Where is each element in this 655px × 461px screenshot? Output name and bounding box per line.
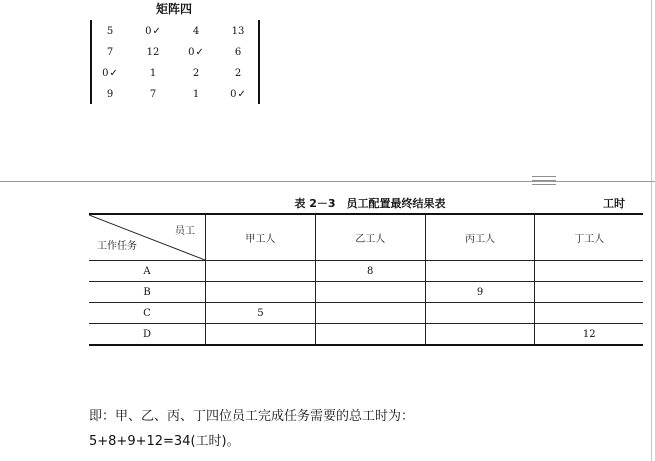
- table-row: [89, 303, 643, 324]
- matrix-cell: [90, 22, 130, 42]
- matrix-value: 0: [145, 26, 152, 37]
- table-unit: 工时: [603, 197, 625, 210]
- table-cell: [425, 303, 535, 324]
- table-row: [89, 261, 643, 282]
- page-break-handle-icon[interactable]: [532, 176, 556, 187]
- table-cell: [206, 261, 316, 282]
- matrix-cell: [176, 85, 216, 105]
- matrix-value: 0: [102, 68, 109, 79]
- matrix-cell: [90, 64, 130, 84]
- matrix-value: 13: [231, 26, 245, 37]
- matrix: [90, 20, 260, 104]
- matrix-value: 4: [192, 26, 200, 37]
- matrix-value: 0: [188, 47, 195, 58]
- matrix-cell: [218, 43, 258, 63]
- matrix-cell: [133, 22, 173, 42]
- task-label: C: [89, 303, 206, 324]
- matrix-cell: [176, 64, 216, 84]
- page-divider: [0, 181, 655, 182]
- column-header: 乙工人: [315, 214, 425, 261]
- matrix-cell: [90, 43, 130, 63]
- table-header-row: [89, 214, 643, 261]
- table-cell: [315, 282, 425, 303]
- matrix-value: 9: [106, 89, 114, 100]
- matrix-value: 5: [106, 26, 114, 37]
- matrix-value: 6: [234, 47, 242, 58]
- checkmark-icon: ✓: [152, 26, 161, 37]
- table-caption: 表 2－3 员工配置最终结果表: [294, 197, 446, 210]
- task-label: A: [89, 261, 206, 282]
- table-cell: [535, 282, 643, 303]
- matrix-cell: [133, 85, 173, 105]
- matrix-row: [90, 43, 260, 63]
- column-header: 甲工人: [206, 214, 316, 261]
- header-employee-label: 员工: [175, 226, 195, 237]
- matrix-row: [90, 85, 260, 105]
- matrix-title: 矩阵四: [155, 2, 192, 16]
- table-cell: 12: [535, 324, 643, 346]
- matrix-cell: [133, 64, 173, 84]
- table-row: [89, 282, 643, 303]
- table-cell: [206, 324, 316, 346]
- matrix-value: 1: [192, 89, 200, 100]
- matrix-value: 2: [234, 68, 242, 79]
- table-cell: [425, 324, 535, 346]
- task-label: D: [89, 324, 206, 346]
- checkmark-icon: ✓: [109, 68, 118, 79]
- table-cell: [535, 261, 643, 282]
- diagonal-header-cell: [89, 214, 206, 261]
- matrix-cell: [133, 43, 173, 63]
- table-cell: [315, 303, 425, 324]
- checkmark-icon: ✓: [195, 47, 204, 58]
- summary-text: 即：甲、乙、丙、丁四位员工完成任务需要的总工时为：: [89, 409, 415, 424]
- matrix-cell: [218, 64, 258, 84]
- matrix-value: 2: [192, 68, 200, 79]
- task-label: B: [89, 282, 206, 303]
- matrix-cell: [176, 43, 216, 63]
- page-edge-line: [651, 0, 652, 461]
- table-cell: 5: [206, 303, 316, 324]
- matrix-value: 0: [230, 89, 237, 100]
- column-header: 丁工人: [535, 214, 643, 261]
- staff-allocation-table: [89, 213, 643, 346]
- table-cell: 9: [425, 282, 535, 303]
- table-cell: [206, 282, 316, 303]
- table-cell: 8: [315, 261, 425, 282]
- matrix-cell: [218, 85, 258, 105]
- table-cell: [315, 324, 425, 346]
- table-cell: [535, 303, 643, 324]
- matrix-row: [90, 22, 260, 42]
- header-task-label: 工作任务: [97, 241, 137, 252]
- matrix-value: 12: [146, 47, 160, 58]
- matrix-cell: [176, 22, 216, 42]
- matrix-cell: [218, 22, 258, 42]
- matrix-value: 1: [149, 68, 157, 79]
- matrix-value: 7: [149, 89, 157, 100]
- matrix-value: 7: [106, 47, 114, 58]
- checkmark-icon: ✓: [237, 89, 246, 100]
- matrix-row: [90, 64, 260, 84]
- table-cell: [425, 261, 535, 282]
- summary-formula: 5+8+9+12=34(工时)。: [89, 434, 240, 449]
- table-row: [89, 324, 643, 346]
- column-header: 丙工人: [425, 214, 535, 261]
- matrix-cell: [90, 85, 130, 105]
